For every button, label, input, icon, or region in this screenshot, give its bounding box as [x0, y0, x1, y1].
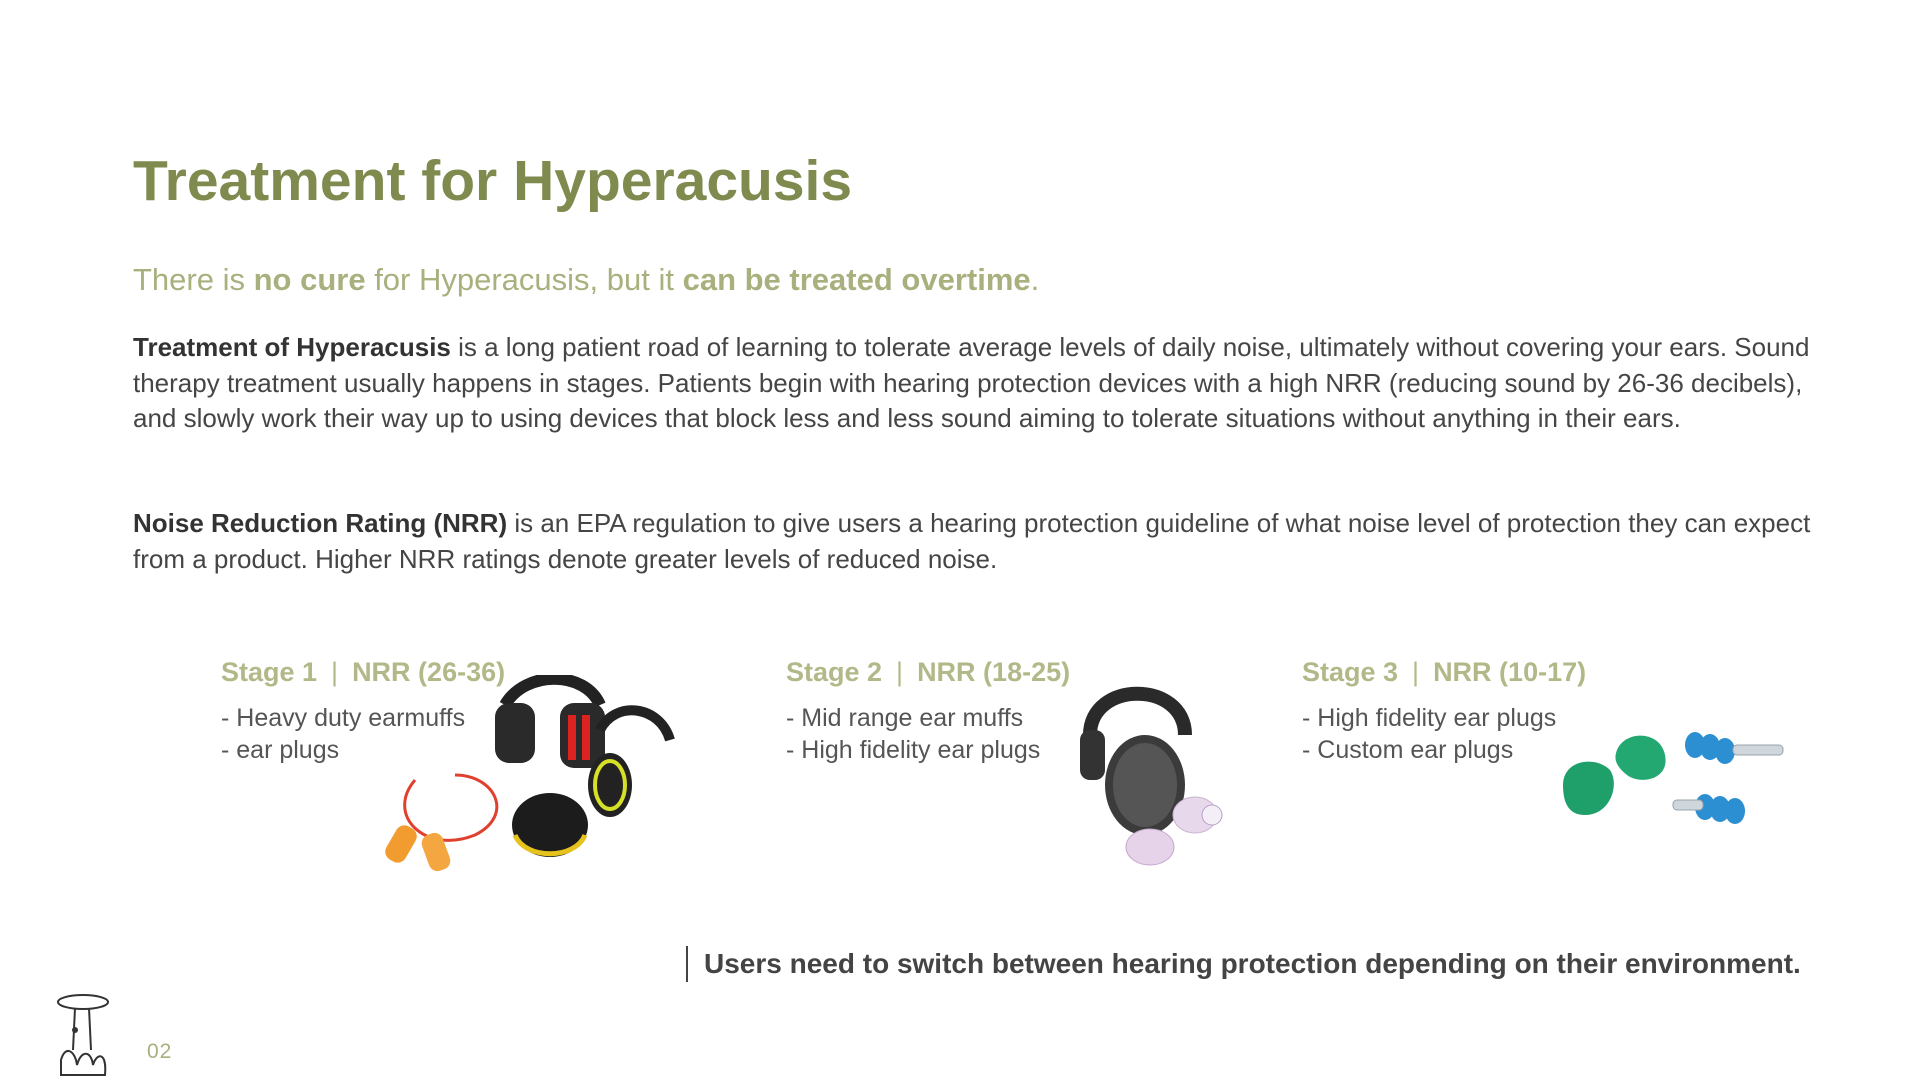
footer-note: Users need to switch between hearing protection depending on their environment. [686, 946, 1801, 982]
list-item: - Custom ear plugs [1302, 736, 1514, 764]
stage-1-heading: Stage 1 | NRR (26-36) [221, 657, 506, 687]
stage-2-heading: Stage 2 | NRR (18-25) [786, 657, 1071, 687]
treatment-lead: Treatment of Hyperacusis [133, 332, 451, 362]
stage-3 [1302, 657, 1586, 766]
earmuffs-hifi-plugs-image [1075, 675, 1245, 875]
earmuffs-earplugs-image [385, 675, 685, 875]
stage-3-heading: Stage 3 | NRR (10-17) [1302, 657, 1587, 687]
slide-title: Treatment for Hyperacusis [133, 149, 853, 213]
list-item: - High fidelity ear plugs [786, 736, 1041, 764]
stage-2 [786, 657, 1070, 766]
nrr-lead: Noise Reduction Rating (NRR) [133, 508, 508, 538]
list-item: - High fidelity ear plugs [1302, 704, 1557, 732]
mushroom-logo-icon [55, 990, 111, 1080]
nrr-paragraph: Noise Reduction Rating (NRR) is an EPA regulation to give users a hearing protection guideline of what noise level of protection they can expect from a product. Higher NRR ratings denote greater levels of reduced noise. [133, 508, 1811, 574]
list-item: - ear plugs [221, 736, 340, 764]
custom-plugs-image [1555, 725, 1795, 840]
slide-subtitle: There is no cure for Hyperacusis, but it can be treated overtime. [133, 262, 1040, 297]
page-number: 02 [147, 1040, 173, 1063]
list-item: - Mid range ear muffs [786, 704, 1024, 732]
treatment-paragraph: Treatment of Hyperacusis is a long patient road of learning to tolerate average levels of daily noise, ultimately without covering your ears. Sound therapy treatment usually happens in stages. Patients begin with hearing protection devices with a high NRR (reducing sound by 26-36 decibels), and slowly work their way up to using devices that block less and less sound aiming to tolerate situations without anything in their ears. [133, 332, 1810, 433]
list-item: - Heavy duty earmuffs [221, 704, 466, 732]
